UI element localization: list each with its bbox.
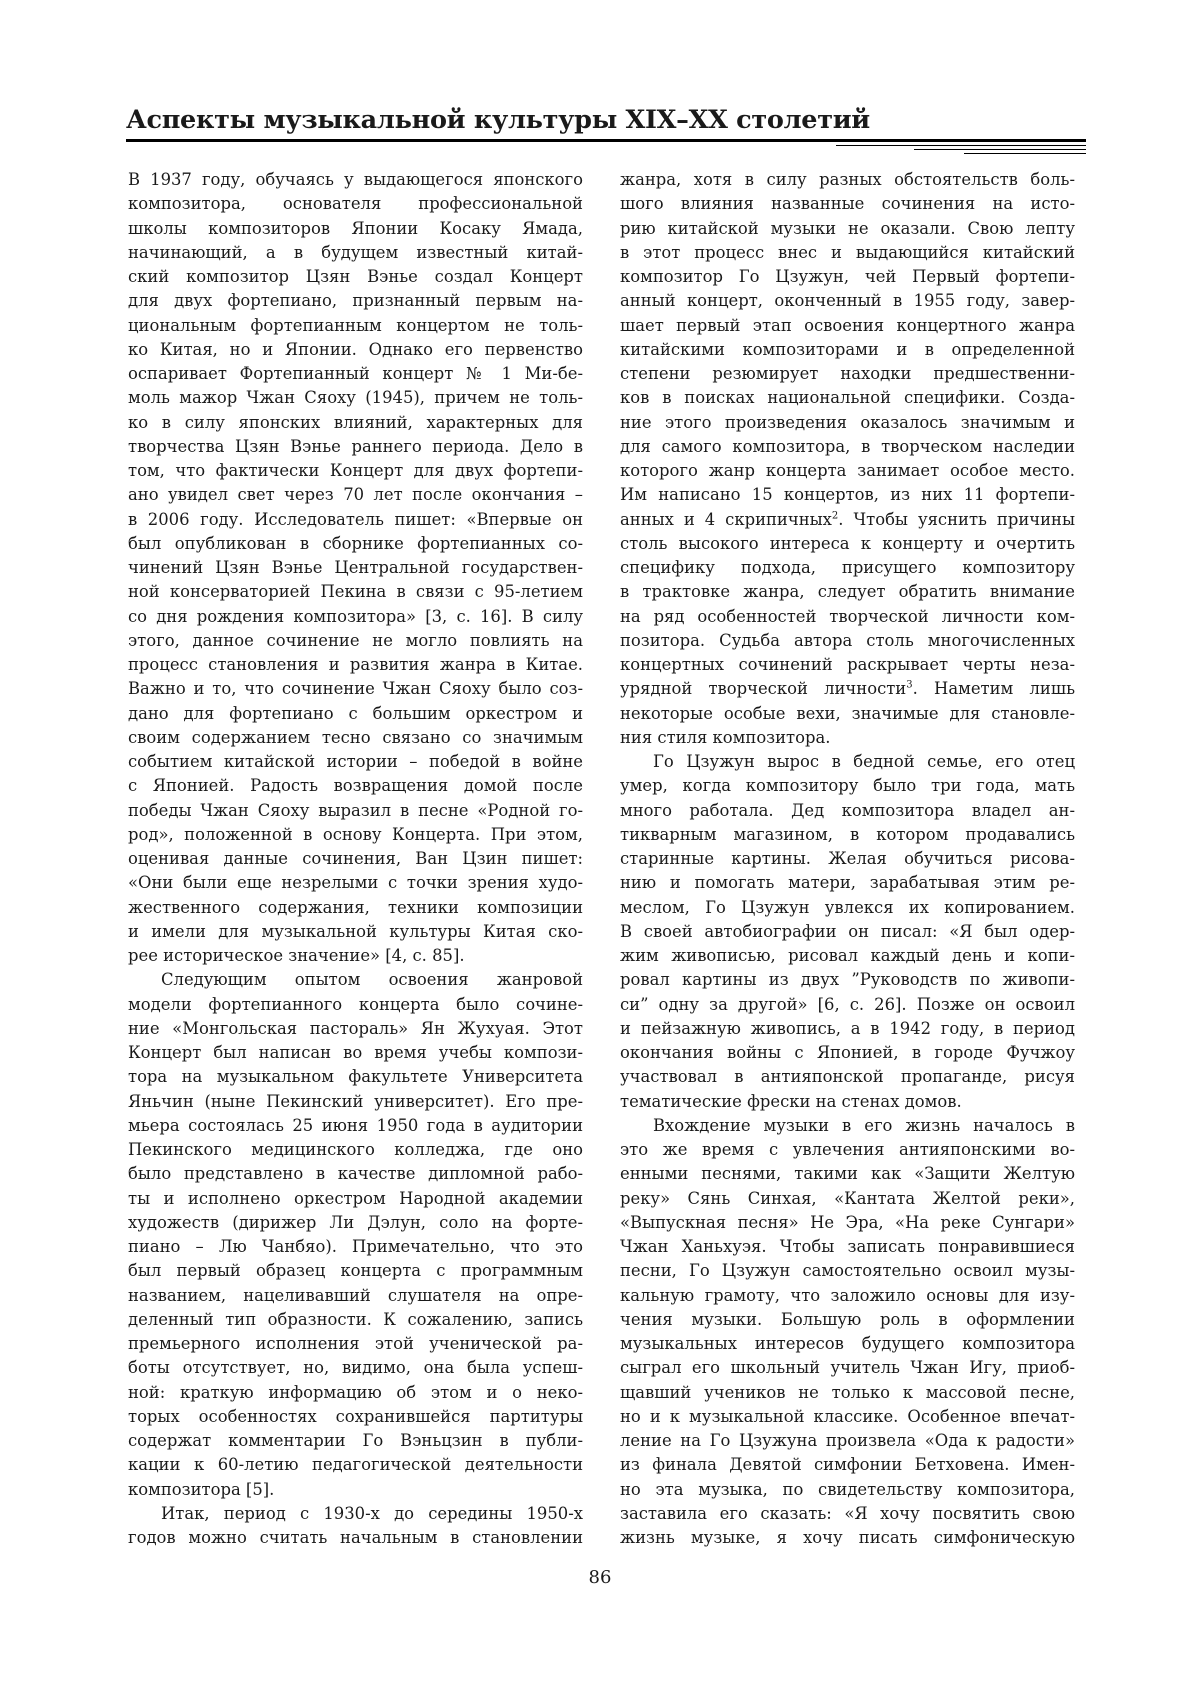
text-line: композитор Го Цзужун, чей Первый фортепи- xyxy=(620,267,1075,286)
text-line: содержат комментарии Го Вэньцзин в публи- xyxy=(128,1431,583,1450)
text-line: род», положенной в основу Концерта. При этом, xyxy=(128,824,583,844)
text-line: пиано – Лю Чанбяо). Примечательно, что это xyxy=(128,1237,583,1256)
text-line: енными песнями, такими как «Защити Желтую xyxy=(620,1164,1075,1184)
text-line: ский композитор Цзян Вэнье создал Концерт xyxy=(128,267,583,286)
text-line: в этот процесс внес и выдающийся китайский xyxy=(620,242,1075,262)
text-line: жественного содержания, техники композиции xyxy=(128,897,583,917)
text-line: «Они были еще незрелыми с точки зрения худо- xyxy=(128,873,583,893)
text-line: китайскими композиторами и в определенной xyxy=(620,339,1075,359)
text-line: рее историческое значение» [4, с. 85]. xyxy=(128,946,465,965)
text-line: торых особенностях сохранившейся партитуры xyxy=(128,1406,583,1426)
text-line: ты и исполнено оркестром Народной академии xyxy=(128,1188,583,1208)
text-line: композитора, основателя профессиональной xyxy=(128,194,583,214)
text-line: моль мажор Чжан Сяоху (1945), причем не толь- xyxy=(128,388,583,408)
running-header xyxy=(126,102,1086,138)
text-line: своим содержанием тесно связано со значимым xyxy=(128,727,583,747)
text-line: кальную грамоту, что заложило основы для изу- xyxy=(620,1285,1075,1305)
text-line: рию китайской музыки не оказали. Свою лепту xyxy=(620,218,1075,238)
text-line: ной консерваторией Пекина в связи с 95-летием xyxy=(128,582,583,602)
text-line: был опубликован в сборнике фортепианных со- xyxy=(128,533,583,553)
text-line: ко Китая, но и Японии. Однако его первенство xyxy=(128,339,583,359)
text-line: реку» Сянь Синхая, «Кантата Желтой реки», xyxy=(620,1188,1075,1208)
text-line: жим живописью, рисовал каждый день и копи- xyxy=(620,946,1075,965)
text-line: ной: краткую информацию об этом и о неко- xyxy=(128,1382,583,1402)
text-line: ние этого произведения оказалось значимым и xyxy=(620,412,1075,432)
text-line: В своей автобиографии он писал: «Я был одер- xyxy=(620,921,1075,941)
text-line: щавший учеников не только к массовой песне, xyxy=(620,1382,1075,1402)
text-line: ровал картины из двух ”Руководств по живопи- xyxy=(620,970,1075,990)
text-line: Вхождение музыки в его жизнь началось в xyxy=(653,1115,1075,1135)
text-line: жизнь музыке, я хочу писать симфоническую xyxy=(620,1528,1075,1547)
text-line: сыграл его школьный учитель Чжан Игу, приоб- xyxy=(620,1358,1075,1378)
left-text-column xyxy=(128,168,583,1550)
text-line: шает первый этап освоения концертного жанра xyxy=(620,315,1075,335)
text-line: циональным фортепианным концертом не толь- xyxy=(128,315,583,335)
text-line: окончания войны с Японией, в городе Фучжоу xyxy=(620,1043,1075,1062)
text-line: модели фортепианного концерта было сочине- xyxy=(128,994,583,1014)
text-line: кации к 60-летию педагогической деятельности xyxy=(128,1455,583,1475)
text-line: художеств (дирижер Ли Дэлун, соло на форте- xyxy=(128,1212,583,1232)
text-line: столь высокого интереса к концерту и очертить xyxy=(620,533,1075,553)
text-line: си” одну за другой» [6, с. 26]. Позже он освоил xyxy=(620,994,1075,1014)
text-line: годов можно считать начальным в становлении xyxy=(128,1528,583,1547)
text-line: Им написано 15 концертов, из них 11 фортепи- xyxy=(620,485,1075,505)
text-line: Го Цзужун вырос в бедной семье, его отец xyxy=(653,752,1075,771)
text-line: чинений Цзян Вэнье Центральной государствен- xyxy=(128,558,583,577)
text-line: названием, нацеливавший слушателя на опре- xyxy=(128,1285,583,1305)
text-line: премьерного исполнения этой ученической ра- xyxy=(128,1334,583,1353)
text-line: старинные картины. Желая обучиться рисова- xyxy=(620,849,1075,868)
text-line: это же время с увлечения антияпонскими во- xyxy=(620,1140,1075,1159)
text-line: с Японией. Радость возвращения домой после xyxy=(128,776,583,796)
text-line: «Выпускная песня» Не Эра, «На реке Сунгари» xyxy=(620,1212,1075,1232)
text-line: позитора. Судьба автора столь многочисленных xyxy=(620,630,1075,650)
text-line: победы Чжан Сяоху выразил в песне «Родной го- xyxy=(128,800,583,820)
page-number: 86 xyxy=(588,1567,612,1588)
text-line: степени резюмирует находки предшественни- xyxy=(620,364,1075,383)
text-line: в 2006 году. Исследователь пишет: «Впервые он xyxy=(128,509,583,529)
text-line: Чжан Ханьхуэя. Чтобы записать понравившиеся xyxy=(620,1237,1075,1256)
text-line: Яньчин (ныне Пекинский университет). Его пре- xyxy=(128,1091,583,1111)
text-line: со дня рождения композитора» [3, с. 16]. В силу xyxy=(128,606,583,626)
text-line: анных и 4 скрипичных$^2$. Чтобы уяснить причины xyxy=(620,509,1075,529)
text-line: начинающий, а в будущем известный китай- xyxy=(128,242,583,262)
text-line: событием китайской истории – победой в войне xyxy=(128,752,583,771)
footnote-ref: 2 xyxy=(831,510,839,522)
text-line: много работала. Дед композитора владел ан- xyxy=(620,800,1075,820)
header-rule-main xyxy=(126,139,1086,142)
text-line: боты отсутствует, но, видимо, она была успеш- xyxy=(128,1358,583,1378)
text-line: Концерт был написан во время учебы компози- xyxy=(128,1043,583,1062)
text-line: Пекинского медицинского колледжа, где оно xyxy=(128,1140,583,1159)
text-line: композитора [5]. xyxy=(128,1479,275,1499)
running-header-title: Аспекты музыкальной культуры XIX–XX столетий xyxy=(126,105,870,135)
text-line: В 1937 году, обучаясь у выдающегося японского xyxy=(128,170,583,189)
text-line: оценивая данные сочинения, Ван Цзин пишет: xyxy=(128,849,583,868)
text-line: ление на Го Цзужуна произвела «Ода к радости» xyxy=(620,1431,1075,1450)
text-line: чения музыки. Большую роль в оформлении xyxy=(620,1309,1075,1329)
text-line: музыкальных интересов будущего композитора xyxy=(620,1334,1075,1353)
text-line: том, что фактически Концерт для двух фортепи- xyxy=(128,461,583,480)
footnote-ref: 3 xyxy=(906,679,913,691)
text-line: для двух фортепиано, признанный первым на- xyxy=(128,291,583,311)
text-line: школы композиторов Японии Косаку Ямада, xyxy=(128,218,583,238)
text-line: участвовал в антияпонской пропаганде, рисуя xyxy=(620,1067,1075,1087)
text-line: этого, данное сочинение не могло повлиять на xyxy=(128,630,583,650)
text-line: заставила его сказать: «Я хочу посвятить свою xyxy=(620,1503,1075,1523)
text-line: шого влияния названные сочинения на исто- xyxy=(620,194,1075,214)
text-line: и пейзажную живопись, а в 1942 году, в период xyxy=(620,1018,1075,1038)
text-line: жанра, хотя в силу разных обстоятельств боль- xyxy=(620,170,1075,189)
text-line: специфику подхода, присущего композитору xyxy=(620,558,1075,577)
text-line: творчества Цзян Вэнье раннего периода. Дело в xyxy=(128,436,583,456)
text-line: некоторые особые вехи, значимые для становле- xyxy=(620,703,1075,723)
text-line: но и к музыкальной классике. Особенное впечат- xyxy=(620,1406,1075,1426)
text-line: оспаривает Фортепианный концерт № 1 Ми-бе- xyxy=(128,364,583,383)
text-line: дано для фортепиано с большим оркестром и xyxy=(128,703,583,723)
text-line: для самого композитора, в творческом наследии xyxy=(620,436,1075,456)
text-line: ния стиля композитора. xyxy=(620,727,831,747)
text-line: но эта музыка, по свидетельству композитора, xyxy=(620,1479,1075,1499)
text-line: в трактовке жанра, следует обратить внимание xyxy=(620,582,1075,602)
text-line: было представлено в качестве дипломной рабо- xyxy=(128,1164,583,1184)
text-line: Важно и то, что сочинение Чжан Сяоху было соз- xyxy=(128,679,583,699)
text-line: тематические фрески на стенах домов. xyxy=(620,1091,962,1111)
text-line: меслом, Го Цзужун увлекся их копированием. xyxy=(620,897,1075,917)
text-line: концертных сочинений раскрывает черты неза- xyxy=(620,655,1075,674)
right-text-column xyxy=(620,168,1075,1550)
text-line: из финала Девятой симфонии Бетховена. Имен- xyxy=(620,1455,1075,1475)
text-line: ков в поисках национальной специфики. Созда- xyxy=(620,388,1075,408)
text-line: анный концерт, оконченный в 1955 году, завер- xyxy=(620,291,1075,311)
text-line: был первый образец концерта с программным xyxy=(128,1261,583,1281)
text-line: процесс становления и развития жанра в Китае. xyxy=(128,655,583,674)
header-rule-decor-2 xyxy=(914,149,1086,150)
text-line: нию и помогать матери, зарабатывая этим ре- xyxy=(620,873,1075,893)
text-line: Итак, период с 1930-х до середины 1950-х xyxy=(161,1503,583,1523)
text-line: и имели для музыкальной культуры Китая ско- xyxy=(128,921,583,941)
text-line: тикварным магазином, в котором продавались xyxy=(620,824,1075,844)
text-line: ко в силу японских влияний, характерных для xyxy=(128,412,583,432)
text-line: на ряд особенностей творческой личности ком- xyxy=(620,606,1075,626)
text-line: деленный тип образности. К сожалению, запись xyxy=(128,1309,583,1329)
header-rule-decor-3 xyxy=(964,153,1086,154)
text-line: Следующим опытом освоения жанровой xyxy=(161,970,583,990)
text-line: песни, Го Цзужун самостоятельно освоил музы- xyxy=(620,1261,1075,1281)
text-line: которого жанр концерта занимает особое место. xyxy=(620,461,1075,480)
header-rule-decor-1 xyxy=(836,145,1086,146)
text-line: ние «Монгольская пастораль» Ян Жухуая. Этот xyxy=(128,1018,583,1038)
text-line: тора на музыкальном факультете Университета xyxy=(128,1067,583,1087)
text-line: ано увидел свет через 70 лет после окончания – xyxy=(128,485,583,505)
text-line: урядной творческой личности$^3$. Наметим лишь xyxy=(620,679,1075,699)
text-line: умер, когда композитору было три года, мать xyxy=(620,776,1075,796)
text-line: мьера состоялась 25 июня 1950 года в аудитории xyxy=(128,1115,583,1135)
